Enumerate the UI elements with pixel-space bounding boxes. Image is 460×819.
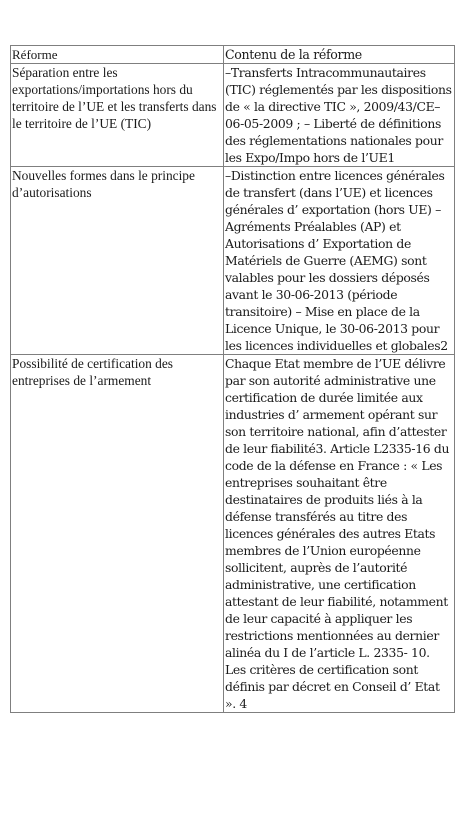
contenu-cell: –Distinction entre licences générales de transfert (dans l’UE) et licences générales d’ exportation (hors UE) –Agréments Préalables (AP) et Autorisations d’ Exportation de Matériels de Guerre (AEMG) sont valables pour les dossiers déposés avant le 30-06-2013 (période transitoire) – Mise en place de la Licence Unique, le 30-06-2013 pour les licences individuelles et globales2 — [224, 167, 455, 355]
column-header-contenu: Contenu de la réforme — [224, 46, 455, 64]
reforme-cell: Séparation entre les exportations/importations hors du territoire de l’UE et les transferts dans le territoire de l’UE (TIC) — [11, 64, 224, 167]
table-row — [11, 355, 455, 713]
column-header-reforme: Réforme — [11, 46, 224, 64]
table-row — [11, 167, 455, 355]
contenu-cell: –Transferts Intracommunautaires (TIC) réglementés par les dispositions de « la directive TIC », 2009/43/CE– 06-05-2009 ; – Liberté de définitions des réglementations nationales pour les Expo/Impo hors de l’UE1 — [224, 64, 455, 167]
table-row — [11, 64, 455, 167]
reforme-cell: Nouvelles formes dans le principe d’autorisations — [11, 167, 224, 355]
document-page — [10, 45, 454, 713]
table-header-row — [11, 46, 455, 64]
reform-table — [10, 45, 455, 713]
reforme-cell: Possibilité de certification des entreprises de l’armement — [11, 355, 224, 713]
contenu-cell: Chaque Etat membre de l’UE délivre par son autorité administrative une certification de durée limitée aux industries d’ armement opérant sur son territoire national, afin d’attester de leur fiabilité3. Article L2335-16 du code de la défense en France : « Les entreprises souhaitant être destinataires de produits liés à la défense transférés au titre des licences générales des autres Etats membres de l’Union européenne sollicitent, auprès de l’autorité administrative, une certification attestant de leur fiabilité, notamment de leur capacité à appliquer les restrictions mentionnées au dernier alinéa du I de l’article L. 2335- 10. Les critères de certification sont définis par décret en Conseil d’ Etat ». 4 — [224, 355, 455, 713]
